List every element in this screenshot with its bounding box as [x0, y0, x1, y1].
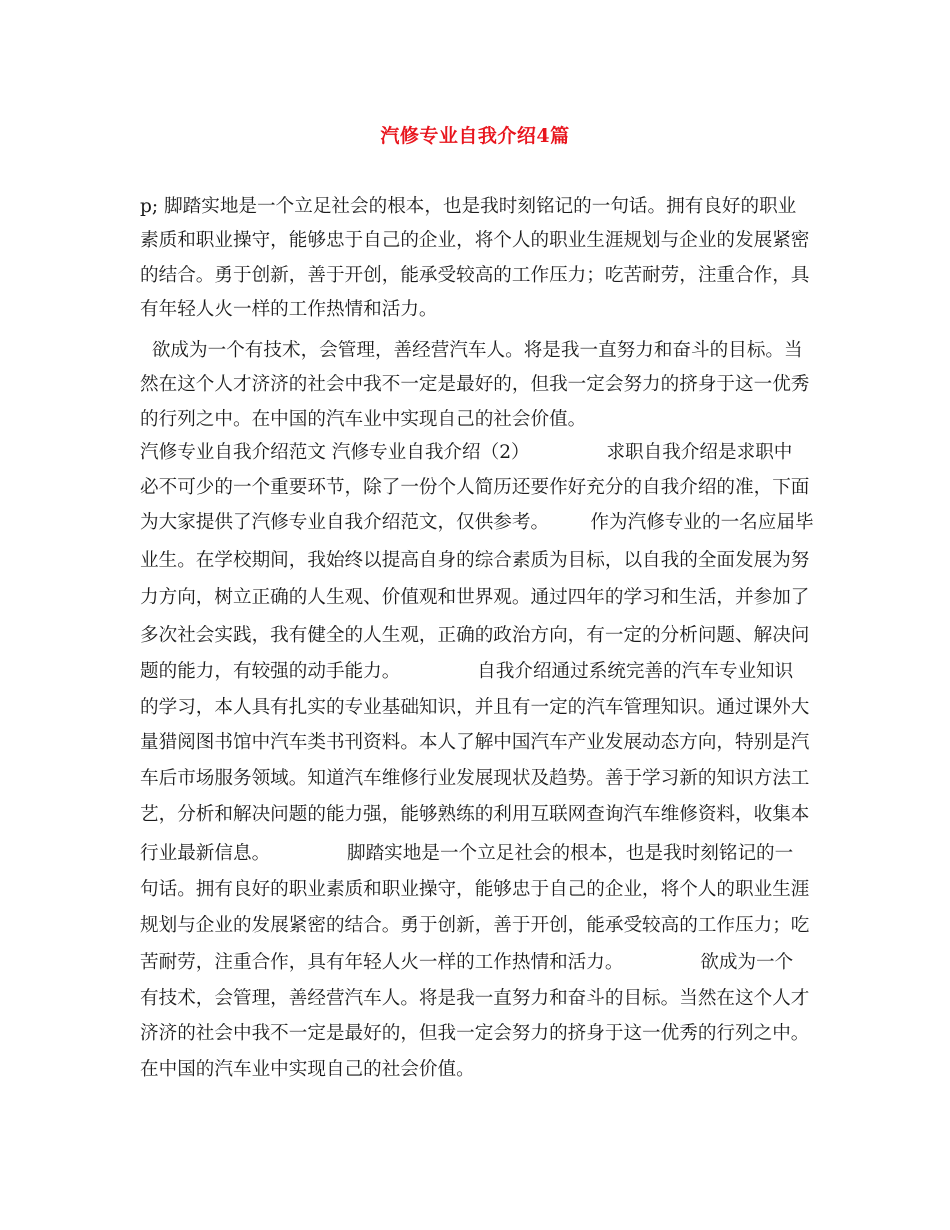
body-line: 题的能力，有较强的动手能力。 自我介绍通过系统完善的汽车专业知识: [140, 661, 794, 682]
body-line: 量猎阅图书馆中汽车类书刊资料。本人了解中国汽车产业发展动态方向，特别是汽: [140, 732, 810, 753]
body-line: 济济的社会中我不一定是最好的，但我一定会努力的挤身于这一优秀的行列之中。: [140, 1023, 810, 1044]
body-line: 然在这个人才济济的社会中我不一定是最好的，但我一定会努力的挤身于这一优秀: [140, 374, 810, 395]
body-line: 的结合。勇于创新，善于开创，能承受较高的工作压力；吃苦耐劳，注重合作，具: [140, 265, 810, 286]
body-line: 在中国的汽车业中实现自己的社会价值。: [140, 1059, 475, 1080]
body-line: 规划与企业的发展紧密的结合。勇于创新，善于开创，能承受较高的工作压力；吃: [140, 915, 810, 936]
body-line: 多次社会实践，我有健全的人生观，正确的政治方向，有一定的分析问题、解决问: [140, 625, 810, 646]
body-line: 行业最新信息。 脚踏实地是一个立足社会的根本，也是我时刻铭记的一: [140, 843, 794, 864]
body-line: 汽修专业自我介绍范文 汽修专业自我介绍（2） 求职自我介绍是求职中: [140, 442, 793, 463]
body-line: p; 脚踏实地是一个立足社会的根本，也是我时刻铭记的一句话。拥有良好的职业: [140, 196, 797, 217]
body-line: 的学习，本人具有扎实的专业基础知识，并且有一定的汽车管理知识。通过课外大: [140, 697, 810, 718]
body-line: 力方向，树立正确的人生观、价值观和世界观。通过四年的学习和生活，并参加了: [140, 587, 810, 608]
body-line: 有年轻人火一样的工作热情和活力。: [140, 299, 438, 320]
body-line: 为大家提供了汽修专业自我介绍范文，仅供参考。 作为汽修专业的一名应届毕: [140, 512, 814, 533]
body-line: 苦耐劳，注重合作，具有年轻人火一样的工作热情和活力。 欲成为一个: [140, 952, 794, 973]
body-line: 业生。在学校期间，我始终以提高自身的综合素质为目标，以自我的全面发展为努: [140, 550, 810, 571]
body-line: 素质和职业操守，能够忠于自己的企业，将个人的职业生涯规划与企业的发展紧密: [140, 230, 810, 251]
body-line: 的行列之中。在中国的汽车业中实现自己的社会价值。: [140, 409, 587, 430]
body-line: 必不可少的一个重要环节，除了一份个人简历还要作好充分的自我介绍的准，下面: [140, 477, 810, 498]
body-line: 有技术，会管理，善经营汽车人。将是我一直努力和奋斗的目标。当然在这个人才: [140, 988, 810, 1009]
document-title: 汽修专业自我介绍4篇: [380, 125, 570, 147]
body-line: 艺，分析和解决问题的能力强，能够熟练的利用互联网查询汽车维修资料，收集本: [140, 804, 810, 825]
body-line: 句话。拥有良好的职业素质和职业操守，能够忠于自己的企业，将个人的职业生涯: [140, 879, 810, 900]
body-line: 欲成为一个有技术，会管理，善经营汽车人。将是我一直努力和奋斗的目标。当: [140, 340, 803, 361]
body-line: 车后市场服务领域。知道汽车维修行业发展现状及趋势。善于学习新的知识方法工: [140, 768, 810, 789]
